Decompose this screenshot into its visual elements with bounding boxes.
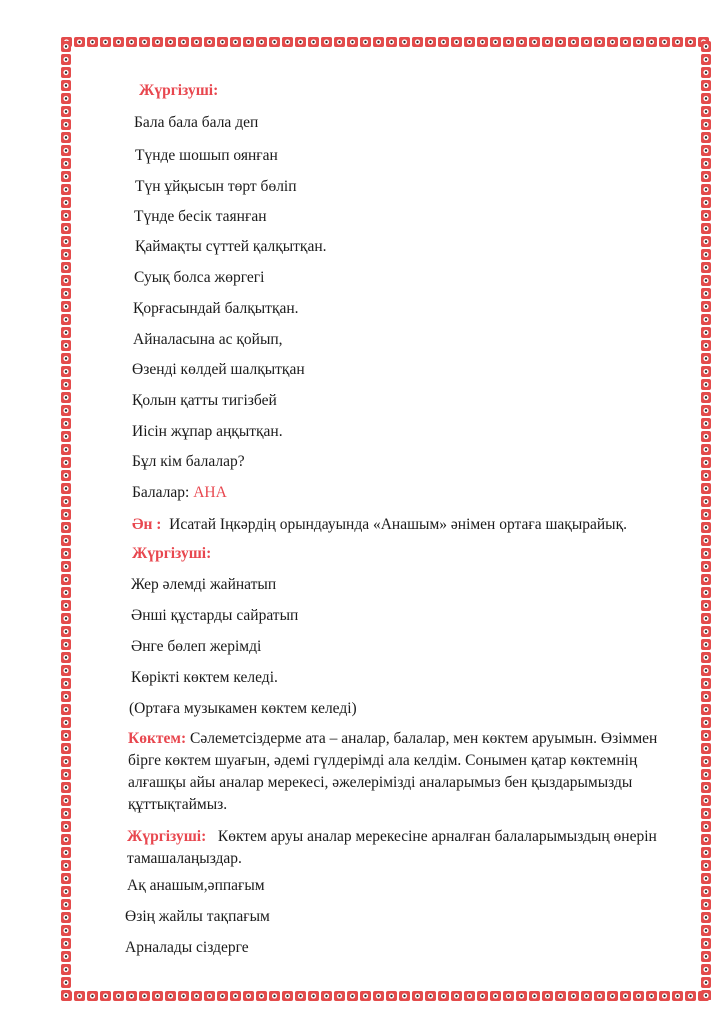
speaker-label: Ән : [132, 516, 162, 533]
poem-line: Түн ұйқысын төрт бөліп [135, 178, 297, 195]
speaker-label: Көктем: [128, 730, 187, 747]
answer-value: АНА [193, 484, 227, 501]
poem-line: Иісін жұпар аңқытқан. [132, 423, 283, 440]
poem-line: Арналады сіздерге [125, 939, 249, 956]
poem-line: Әнге бөлеп жерімді [131, 638, 262, 655]
speaker-label: Жүргізуші: [132, 545, 212, 562]
poem-line: Ақ анашым,әппағым [127, 877, 265, 894]
poem-line: Бала бала бала деп [134, 114, 259, 131]
stage-direction: (Ортаға музыкамен көктем келеді) [129, 700, 357, 717]
greeting-text: Сәлеметсіздерме ата – аналар, балалар, мен көктем аруымын. Өзіммен бірге көктем шуағын, әдемі гүлдерімді ала келдім. Сонымен қатар көктемнің алғашқы айы аналар мерекесі, әжелерімізді аналарымыз бен қыздарымызды құттықтаймыз. [128, 730, 658, 813]
speaker-heading [132, 544, 211, 564]
song-text: Исатай Іңкәрдің орындауында «Анашым» әнімен ортаға шақырайық. [169, 516, 627, 533]
poem-line: Көрікті көктем келеді. [131, 669, 278, 686]
speaker-label: Жүргізуші: [139, 82, 219, 99]
poem-line: Қолын қатты тигізбей [132, 392, 277, 409]
speaker-label: Жүргізуші: [127, 828, 207, 845]
spring-greeting [128, 728, 676, 816]
poem-line: Түнде шошып оянған [135, 147, 278, 164]
poem-line: Суық болса жөргегі [134, 269, 265, 286]
poem-line: Жер әлемді жайнатып [131, 576, 277, 593]
poem-line: Бұл кім балалар? [132, 453, 245, 470]
poem-line: Қаймақты сүттей қалқытқан. [135, 238, 327, 255]
speaker-heading [139, 81, 218, 101]
poem-line: Түнде бесік таянған [134, 208, 267, 225]
poem-line: Айналасына ас қойып, [133, 331, 283, 348]
host-announcement [127, 826, 675, 870]
poem-line: Өзенді көлдей шалқытқан [132, 361, 305, 378]
answer-label: Балалар: [132, 484, 190, 501]
poem-line: Әнші құстарды сайратып [131, 607, 299, 624]
children-answer [132, 483, 227, 503]
poem-line: Қорғасындай балқытқан. [133, 300, 299, 317]
announcement-text: Көктем аруы аналар мерекесіне арналған балаларымыздың өнерін тамашалаңыздар. [127, 828, 657, 867]
song-announcement [132, 515, 627, 535]
poem-line: Өзің жайлы тақпағым [125, 908, 270, 925]
